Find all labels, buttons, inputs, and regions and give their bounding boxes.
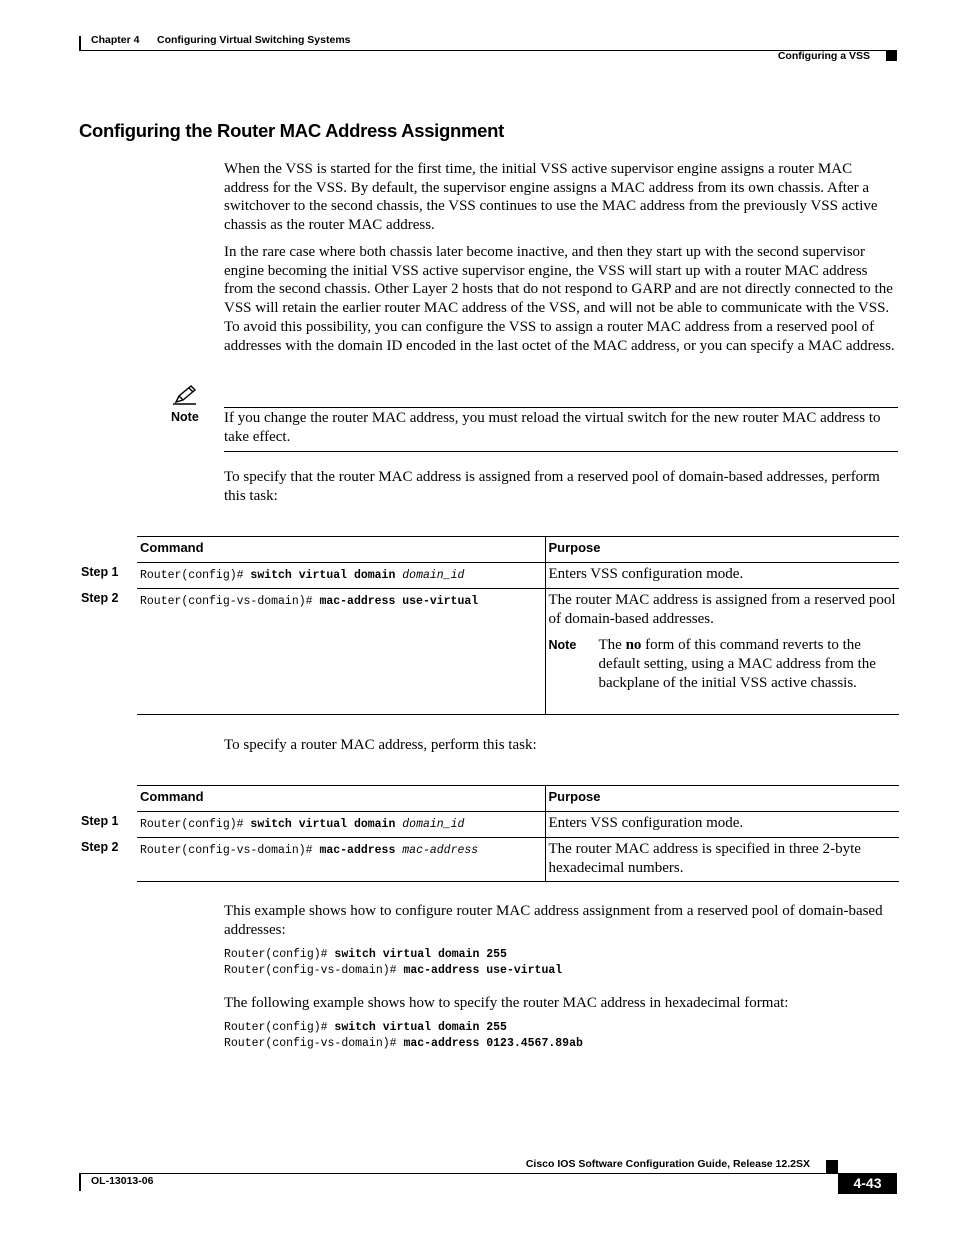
example2-intro: The following example shows how to specify the router MAC address in hexadecimal format:: [224, 995, 789, 1011]
table1-step1-label: Step 1: [81, 565, 119, 579]
header-rule-vertical: [79, 36, 81, 51]
table2-step2-purpose: The router MAC address is specified in three 2-byte hexadecimal numbers.: [548, 841, 861, 876]
task2-intro: To specify a router MAC address, perform this task:: [224, 737, 537, 753]
table2-step1-command: Router(config)# switch virtual domain domain_id: [137, 812, 545, 838]
table1-step2-note-label: Note: [548, 638, 577, 653]
pencil-note-icon: [172, 384, 198, 406]
table1-step2-command: Router(config-vs-domain)# mac-address use-virtual: [137, 589, 545, 715]
note-text: If you change the router MAC address, you must reload the virtual switch for the new router MAC address to take effect.: [224, 410, 881, 445]
table2-step2-command: Router(config-vs-domain)# mac-address mac-address: [137, 838, 545, 882]
header-rule: [79, 50, 897, 51]
note-bottom-rule: [224, 451, 898, 452]
note-top-rule: [224, 407, 898, 408]
table2-header-command: Command: [140, 789, 204, 804]
section-heading: Configuring the Router MAC Address Assignment: [79, 120, 505, 141]
example1-intro: This example shows how to configure router MAC address assignment from a reserved pool of domain-based addresses:: [224, 903, 883, 938]
note-label: Note: [171, 410, 199, 424]
table2-step1-purpose: Enters VSS configuration mode.: [548, 815, 744, 831]
table1-step2-note-text: The no form of this command reverts to the default setting, using a MAC address from the backplane of the initial VSS active chassis.: [598, 637, 876, 691]
table1-step2-note: [549, 636, 897, 692]
footer-tab-marker: [826, 1160, 838, 1173]
footer-page-number: 4-43: [838, 1173, 897, 1194]
header-section: Configuring a VSS: [777, 50, 870, 62]
task1-intro: To specify that the router MAC address is assigned from a reserved pool of domain-based addresses, perform this task:: [224, 469, 880, 504]
header-block-marker: [886, 50, 897, 61]
footer-rule: [79, 1173, 897, 1174]
task-table-reserved-pool: [137, 536, 899, 715]
header-chapter: Chapter 4: [91, 34, 140, 46]
footer-rule-vertical: [79, 1173, 81, 1191]
table2-step2-label: Step 2: [81, 840, 119, 854]
footer-guide-title: Cisco IOS Software Configuration Guide, Release 12.2SX: [525, 1158, 810, 1170]
table1-header-command: Command: [140, 540, 204, 555]
header-chapter-title: Configuring Virtual Switching Systems: [157, 34, 351, 46]
table1-step2-purpose: The router MAC address is assigned from a reserved pool of domain-based addresses.: [548, 592, 896, 627]
table1-step1-purpose: Enters VSS configuration mode.: [548, 566, 744, 582]
table2-header-purpose: Purpose: [548, 789, 601, 804]
rare-case-paragraph: In the rare case where both chassis later become inactive, and then they start up with the second supervisor engine becoming the initial VSS active supervisor engine, the VSS will start up with a router MAC address from the second chassis. Other Layer 2 hosts that do not respond to GARP and are not directly connected to the VSS will retain the earlier router MAC address of the VSS, and will not be able to communicate with the VSS. To avoid this possibility, you can configure the VSS to assign a router MAC address from a reserved pool of addresses with the domain ID encoded in the last octet of the MAC address, or you can specify a MAC address.: [224, 244, 895, 354]
table1-step2-label: Step 2: [81, 591, 119, 605]
example2-code: Router(config)# switch virtual domain 255 Router(config-vs-domain)# mac-address 0123.4567.89ab: [224, 1021, 583, 1050]
table1-step1-command: Router(config)# switch virtual domain domain_id: [137, 563, 545, 589]
footer-doc-number: OL-13013-06: [91, 1175, 154, 1187]
example1-code: Router(config)# switch virtual domain 255 Router(config-vs-domain)# mac-address use-virtual: [224, 948, 563, 977]
table2-step1-label: Step 1: [81, 814, 119, 828]
intro-paragraph: When the VSS is started for the first time, the initial VSS active supervisor engine assigns a router MAC address for the VSS. By default, the supervisor engine assigns a MAC address from its own chassis. After a switchover to the second chassis, the VSS continues to use the MAC address from the previously VSS active chassis as the router MAC address.: [224, 161, 878, 234]
table1-header-purpose: Purpose: [548, 540, 601, 555]
task-table-specify-mac: [137, 785, 899, 882]
